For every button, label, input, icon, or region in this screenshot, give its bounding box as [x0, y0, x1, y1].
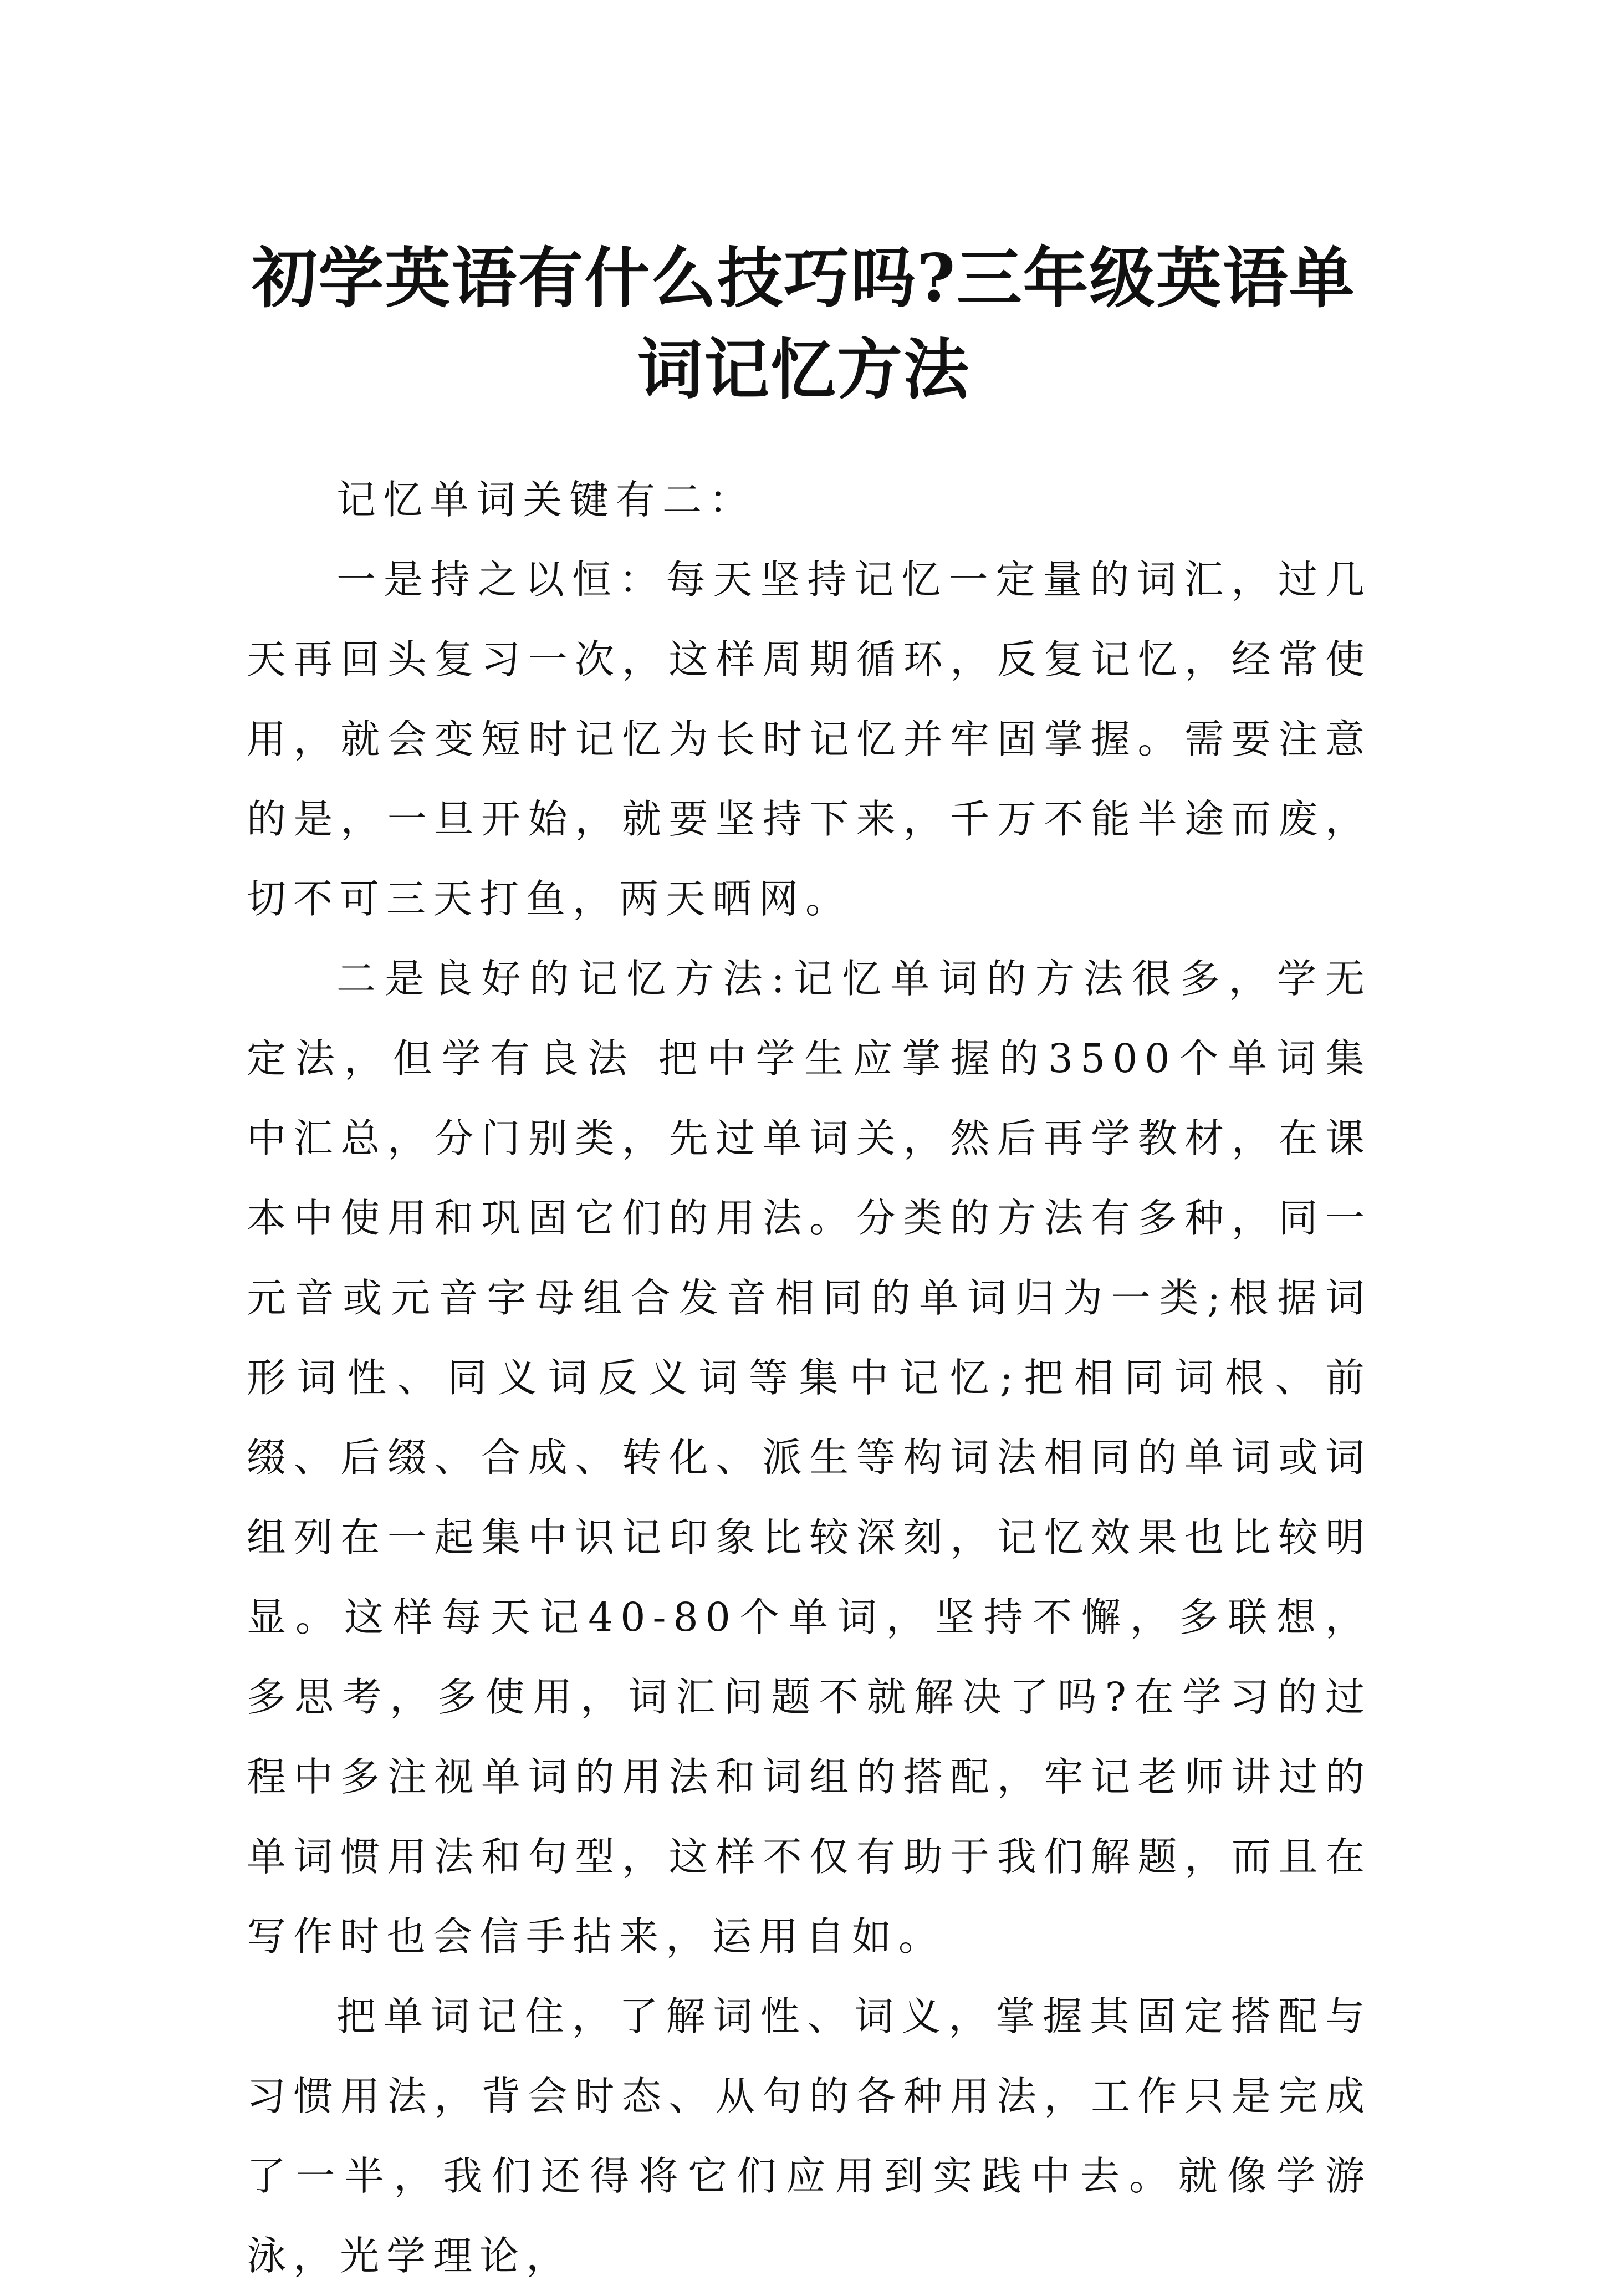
page-title: 初学英语有什么技巧吗?三年级英语单词记忆方法	[252, 239, 1356, 409]
article-body	[247, 460, 1372, 2296]
paragraph-persistence: 一是持之以恒：每天坚持记忆一定量的词汇，过几天再回头复习一次，这样周期循环，反复记忆，经常使用，就会变短时记忆为长时记忆并牢固掌握。需要注意的是，一旦开始，就要坚持下来，千万不能半途而废，切不可三天打鱼，两天晒网。	[247, 557, 1372, 922]
paragraph-intro: 记忆单词关键有二：	[336, 477, 756, 523]
paragraph-practice: 把单词记住，了解词性、词义，掌握其固定搭配与习惯用法，背会时态、从句的各种用法，工作只是完成了一半，我们还得将它们应用到实践中去。就像学游泳，光学理论，	[247, 1993, 1372, 2279]
paragraph-method: 二是良好的记忆方法:记忆单词的方法很多，学无定法，但学有良法 把中学生应掌握的3500个单词集中汇总，分门别类，先过单词关，然后再学教材，在课本中使用和巩固它们的用法。分类的方法有多种，同一元音或元音字母组合发音相同的单词归为一类;根据词形词性、同义词反义词等集中记忆;把相同词根、前缀、后缀、合成、转化、派生等构词法相同的单词或词组列在一起集中识记印象比较深刻，记忆效果也比较明显。这样每天记40-80个单词，坚持不懈，多联想，多思考，多使用，词汇问题不就解决了吗?在学习的过程中多注视单词的用法和词组的搭配，牢记老师讲过的单词惯用法和句型，这样不仅有助于我们解题，而且在写作时也会信手拈来，运用自如。	[247, 956, 1372, 1960]
